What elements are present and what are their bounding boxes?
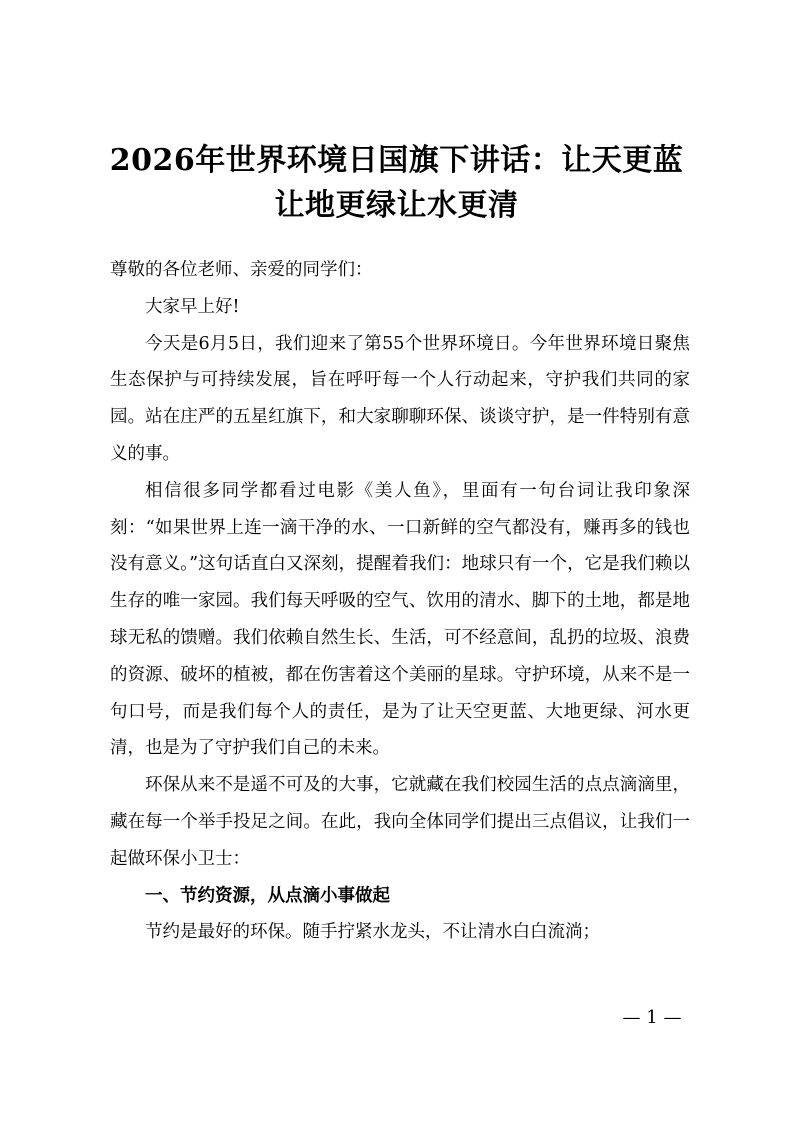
- paragraph: 环保从来不是遥不可及的大事，它就藏在我们校园生活的点点滴滴里，藏在每一个举手投足之间。在此，我向全体同学们提出三点倡议，让我们一起做环保小卫士：: [110, 775, 690, 869]
- paragraph: 节约是最好的环保。随手拧紧水龙头，不让清水白白流淌；: [145, 922, 600, 943]
- paragraph: 相信很多同学都看过电影《美人鱼》，里面有一句台词让我印象深刻：“如果世界上连一滴干净的水、一口新鲜的空气都没有，赚再多的钱也没有意义。”这句话直白又深刻，提醒着我们：地球只有一个，它是我们赖以生存的唯一家园。我们每天呼吸的空气、饮用的清水、脚下的土地，都是地球无私的馈赠。我们依赖自然生长、生活，可不经意间，乱扔的垃圾、浪费的资源、破坏的植被，都在伤害着这个美丽的星球。守护环境，从来不是一句口号，而是我们每个人的责任，是为了让天空更蓝、大地更绿、河水更清，也是为了守护我们自己的未来。: [110, 480, 690, 759]
- paragraph: 今天是6月5日，我们迎来了第55个世界环境日。今年世界环境日聚焦生态保护与可持续发展，旨在呼吁每一个人行动起来，守护我们共同的家园。站在庄严的五星红旗下，和大家聊聊环保、谈谈守护，是一件特别有意义的事。: [110, 333, 690, 464]
- section-heading: 一、节约资源，从点滴小事做起: [145, 885, 390, 906]
- salutation: 尊敬的各位老师、亲爱的同学们：: [110, 260, 373, 280]
- title-line-1: 2026年世界环境日国旗下讲话：让天更蓝: [109, 143, 684, 178]
- document-body: [110, 252, 690, 951]
- title-line-2: 让地更绿让水更清: [274, 188, 519, 223]
- greeting: 大家早上好!: [145, 296, 240, 317]
- document-title: [100, 138, 693, 228]
- page-number: — 1 —: [622, 1007, 682, 1028]
